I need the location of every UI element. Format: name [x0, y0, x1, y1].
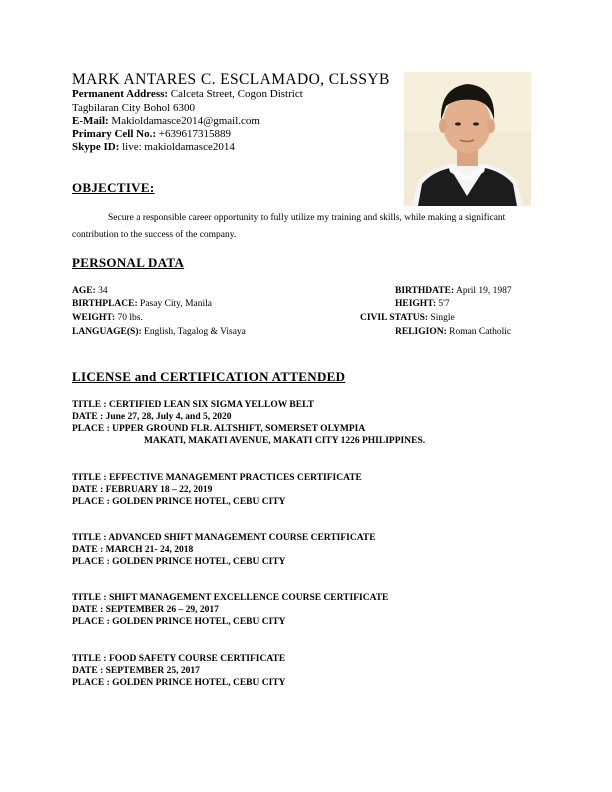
address-label: Permanent Address:: [72, 88, 169, 100]
resume-name: MARK ANTARES C. ESCLAMADO, CLSSYB: [72, 71, 390, 88]
personal-data-heading: PERSONAL DATA: [72, 255, 185, 270]
address-line: [72, 88, 303, 101]
cert-place-line-2: MAKATI, MAKATI AVENUE, MAKATI CITY 1226 PHILIPPINES.: [144, 436, 426, 446]
religion-value: Roman Catholic: [449, 327, 512, 337]
email-label: E-Mail:: [72, 115, 109, 127]
cert-date: DATE : MARCH 21- 24, 2018: [72, 545, 194, 555]
height-label: HEIGHT:: [395, 299, 436, 309]
cert-title: TITLE : SHIFT MANAGEMENT EXCELLENCE COURSE CERTIFICATE: [72, 593, 389, 603]
language-field: [72, 327, 246, 337]
objective-heading: OBJECTIVE:: [72, 180, 155, 195]
cert-place: PLACE : GOLDEN PRINCE HOTEL, CEBU CITY: [72, 497, 286, 507]
civil-status-value: Single: [430, 313, 455, 323]
birthplace-field: [72, 299, 212, 309]
cell-label: Primary Cell No.:: [72, 128, 156, 140]
cert-date: DATE : June 27, 28, July 4, and 5, 2020: [72, 412, 232, 422]
cert-place: PLACE : GOLDEN PRINCE HOTEL, CEBU CITY: [72, 617, 286, 627]
cert-place: PLACE : GOLDEN PRINCE HOTEL, CEBU CITY: [72, 557, 286, 567]
weight-value: 70 lbs.: [117, 313, 143, 323]
address-value: Calceta Street, Cogon District: [170, 88, 303, 100]
birthplace-label: BIRTHPLACE:: [72, 299, 138, 309]
cert-date: DATE : SEPTEMBER 25, 2017: [72, 666, 200, 676]
cert-title: TITLE : FOOD SAFETY COURSE CERTIFICATE: [72, 654, 286, 664]
cert-date: DATE : FEBRUARY 18 – 22, 2019: [72, 485, 213, 495]
language-label: LANGUAGE(S):: [72, 327, 142, 337]
weight-field: [72, 313, 143, 323]
cell-line: [72, 128, 231, 141]
skype-label: Skype ID:: [72, 141, 120, 153]
religion-field: [395, 327, 511, 337]
age-label: AGE:: [72, 286, 96, 296]
age-field: [72, 286, 108, 296]
birthdate-field: [395, 286, 512, 296]
cert-date: DATE : SEPTEMBER 26 – 29, 2017: [72, 605, 219, 615]
birthplace-value: Pasay City, Manila: [140, 299, 212, 309]
address-line-2: Tagbilaran City Bohol 6300: [72, 102, 195, 114]
email-value: Makioldamasce2014@gmail.com: [111, 115, 260, 127]
language-value: English, Tagalog & Visaya: [144, 327, 246, 337]
height-value: 5'7: [438, 299, 450, 309]
cert-title: TITLE : CERTIFIED LEAN SIX SIGMA YELLOW BELT: [72, 400, 314, 410]
birthdate-value: April 19, 1987: [456, 286, 512, 296]
cert-title: TITLE : ADVANCED SHIFT MANAGEMENT COURSE CERTIFICATE: [72, 533, 376, 543]
skype-value: live: makioldamasce2014: [122, 141, 235, 153]
email-line: [72, 115, 260, 128]
license-heading: LICENSE and CERTIFICATION ATTENDED: [72, 369, 346, 384]
religion-label: RELIGION:: [395, 327, 447, 337]
birthdate-label: BIRTHDATE:: [395, 286, 455, 296]
cert-place: PLACE : GOLDEN PRINCE HOTEL, CEBU CITY: [72, 678, 286, 688]
skype-line: [72, 141, 235, 154]
weight-label: WEIGHT:: [72, 313, 116, 323]
objective-text: Secure a responsible career opportunity to fully utilize my training and skills, while making a significant contribution to the success of the company.: [72, 213, 506, 240]
cert-place: PLACE : UPPER GROUND FLR. ALTSHIFT, SOMERSET OLYMPIA: [72, 424, 366, 434]
profile-photo: [404, 72, 531, 206]
age-value: 34: [98, 286, 108, 296]
cell-value: +639617315889: [158, 128, 231, 140]
height-field: [395, 299, 450, 309]
cert-title: TITLE : EFFECTIVE MANAGEMENT PRACTICES CERTIFICATE: [72, 473, 362, 483]
civil-status-label: CIVIL STATUS:: [360, 313, 429, 323]
civil-status-field: [360, 313, 455, 323]
